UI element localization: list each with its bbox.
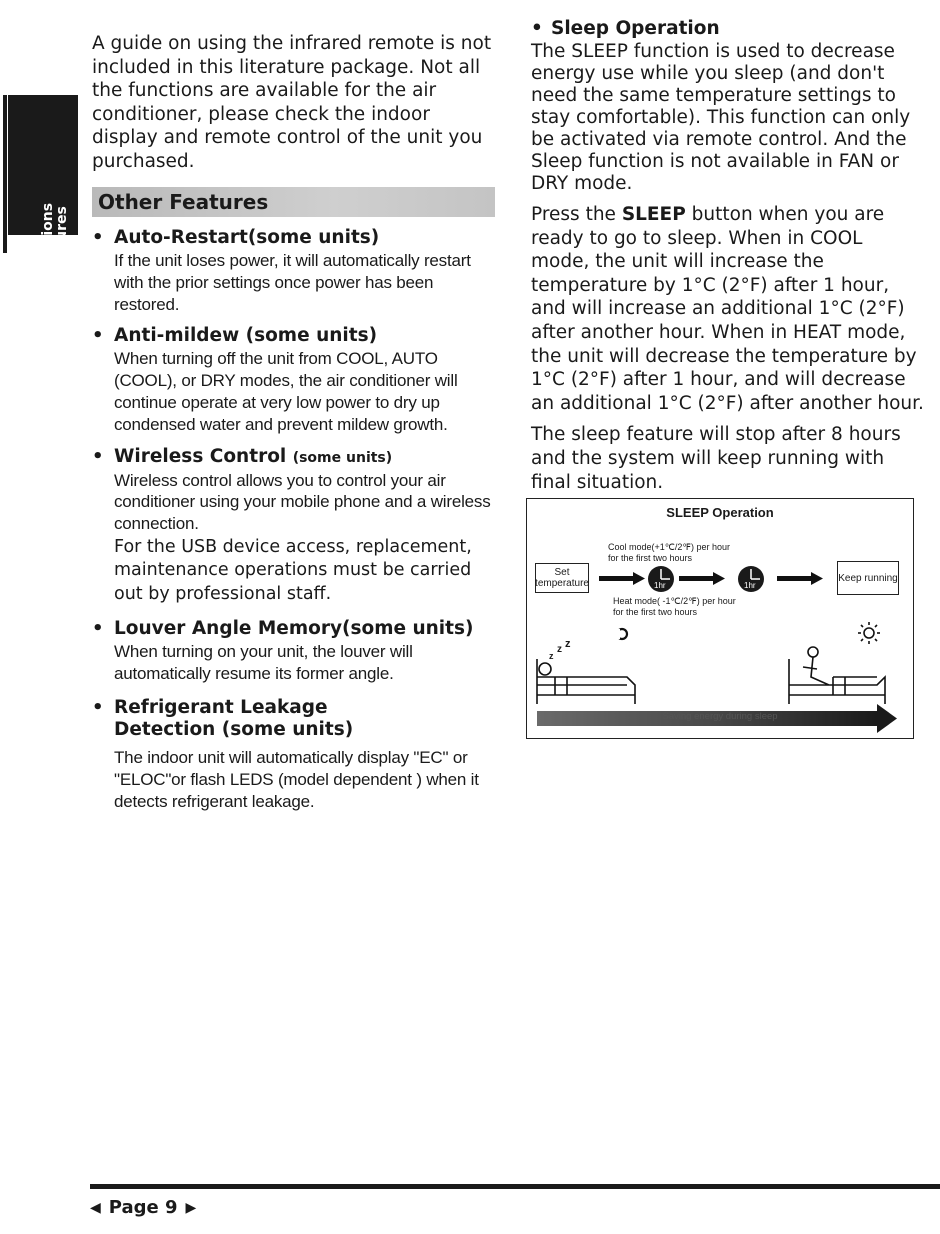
heat-note-line1: Heat mode( -1℃/2℉) per hour: [613, 596, 736, 606]
saving-energy-label: Saving energy during sleep: [662, 711, 778, 722]
side-tab-line2: Specifications: [40, 202, 56, 314]
feature-refrigerant-leak: [92, 697, 497, 812]
previous-page-icon[interactable]: ◀: [90, 1199, 101, 1216]
feature-anti-mildew: [92, 325, 497, 435]
feature-body: The indoor unit will automatically display "EC" or "ELOC"or flash LEDS (model dependent ) when it detects refrigerant leakage.: [114, 748, 479, 811]
sleeping-bed-icon: [537, 659, 635, 704]
sleep-paragraph-1: The SLEEP function is used to decrease energy use while you sleep (and don't need the same temperature settings to stay comfortable). This function can only be activated via remote control. And the Sleep function is not available in FAN or DRY mode.: [531, 41, 911, 194]
bullet-icon: •: [531, 18, 543, 39]
sleep-paragraph-2: [531, 203, 926, 415]
clock-label: 1hr: [744, 581, 756, 590]
cool-note-line2: for the first two hours: [608, 552, 693, 563]
bullet-icon: •: [92, 445, 104, 467]
feature-title-qualifier: (some units): [292, 449, 393, 466]
diagram-graphics: [527, 499, 913, 738]
sleep-title-text: Sleep Operation: [551, 18, 720, 39]
section-title: Other Features: [98, 190, 269, 214]
feature-title: Louver Angle Memory(some units): [114, 618, 474, 640]
intro-paragraph: A guide on using the infrared remote is not included in this literature package. Not all the functions are available for the air conditioner, please check the indoor display and remote control of the unit you purchased.: [92, 33, 492, 172]
keep-running-box: Keep running: [837, 561, 899, 595]
heat-mode-note: [613, 596, 736, 617]
side-tab-rule: [3, 95, 7, 253]
page-footer: [90, 1197, 196, 1218]
side-tab-line1: Unit: [26, 241, 42, 275]
side-tab: [8, 95, 78, 314]
set-temperature-box: Set temperature: [535, 563, 589, 593]
feature-body: If the unit loses power, it will automatically restart with the prior settings once power has been restored.: [114, 251, 471, 314]
feature-title: Refrigerant Leakage Detection (some units): [114, 697, 354, 741]
footer-rule: [90, 1184, 940, 1189]
sleep-diagram: [526, 498, 914, 739]
side-tab-label: [17, 193, 79, 323]
page-number: Page 9: [108, 1197, 178, 1218]
feature-wireless-control: [92, 446, 497, 607]
sleep-p2-prefix: Press the: [531, 204, 622, 225]
clock-label: 1hr: [654, 581, 666, 590]
next-page-icon[interactable]: ▶: [185, 1199, 197, 1216]
awake-bed-icon: [789, 647, 885, 704]
feature-auto-restart: [92, 227, 497, 315]
cool-mode-note: [608, 542, 730, 563]
bullet-icon: •: [92, 697, 104, 719]
zzz-icon: z: [549, 651, 554, 661]
feature-body: When turning off the unit from COOL, AUTO (COOL), or DRY modes, the air conditioner will continue operate at very low power to dry up condensed water and prevent mildew growth.: [114, 349, 458, 434]
right-column: [531, 17, 926, 502]
sleep-paragraph-3: The sleep feature will stop after 8 hours and the system will keep running with final situation.: [531, 424, 901, 493]
sleep-title: [531, 17, 926, 41]
bullet-icon: •: [92, 325, 104, 347]
sleep-p2-rest: button when you are ready to go to sleep. When in COOL mode, the unit will increase the temperature by 1°C (2°F) after 1 hour, and will increase an additional 1°C (2°F) after another hour. When in HEAT mode, the unit will decrease the temperature by 1°C (2°F) after 1 hour, and will decrease an additional 1°C (2°F) after another hour.: [531, 204, 924, 414]
section-header-bar: [92, 187, 495, 217]
arrow-icon: [599, 572, 645, 585]
feature-louver-memory: [92, 618, 497, 685]
diagram-title: SLEEP Operation: [666, 505, 774, 520]
feature-title-main: Wireless Control: [114, 445, 287, 467]
arrow-icon: [679, 572, 725, 585]
feature-title: Auto-Restart(some units): [114, 227, 380, 248]
heat-note-line2: for the first two hours: [613, 606, 698, 617]
feature-title: [114, 446, 497, 469]
feature-body: When turning on your unit, the louver will automatically resume its former angle.: [114, 642, 413, 684]
arrow-icon: [777, 572, 823, 585]
moon-icon: [615, 629, 627, 639]
cool-note-line1: Cool mode(+1℃/2℉) per hour: [608, 542, 730, 552]
zzz-icon: z: [565, 638, 571, 650]
side-tab-line3: and Features: [54, 206, 70, 310]
sun-icon: [858, 622, 880, 644]
zzz-icon: z: [557, 644, 562, 655]
feature-body-usb-note: For the USB device access, replacement, maintenance operations must be carried out by professional staff.: [114, 536, 472, 604]
left-column: [92, 32, 497, 812]
sleep-button-name: SLEEP: [621, 204, 686, 225]
bullet-icon: •: [92, 618, 104, 640]
bullet-icon: •: [92, 227, 104, 248]
feature-body: Wireless control allows you to control your air conditioner using your mobile phone and a wireless connection.: [114, 470, 491, 534]
feature-title: Anti-mildew (some units): [114, 325, 378, 347]
